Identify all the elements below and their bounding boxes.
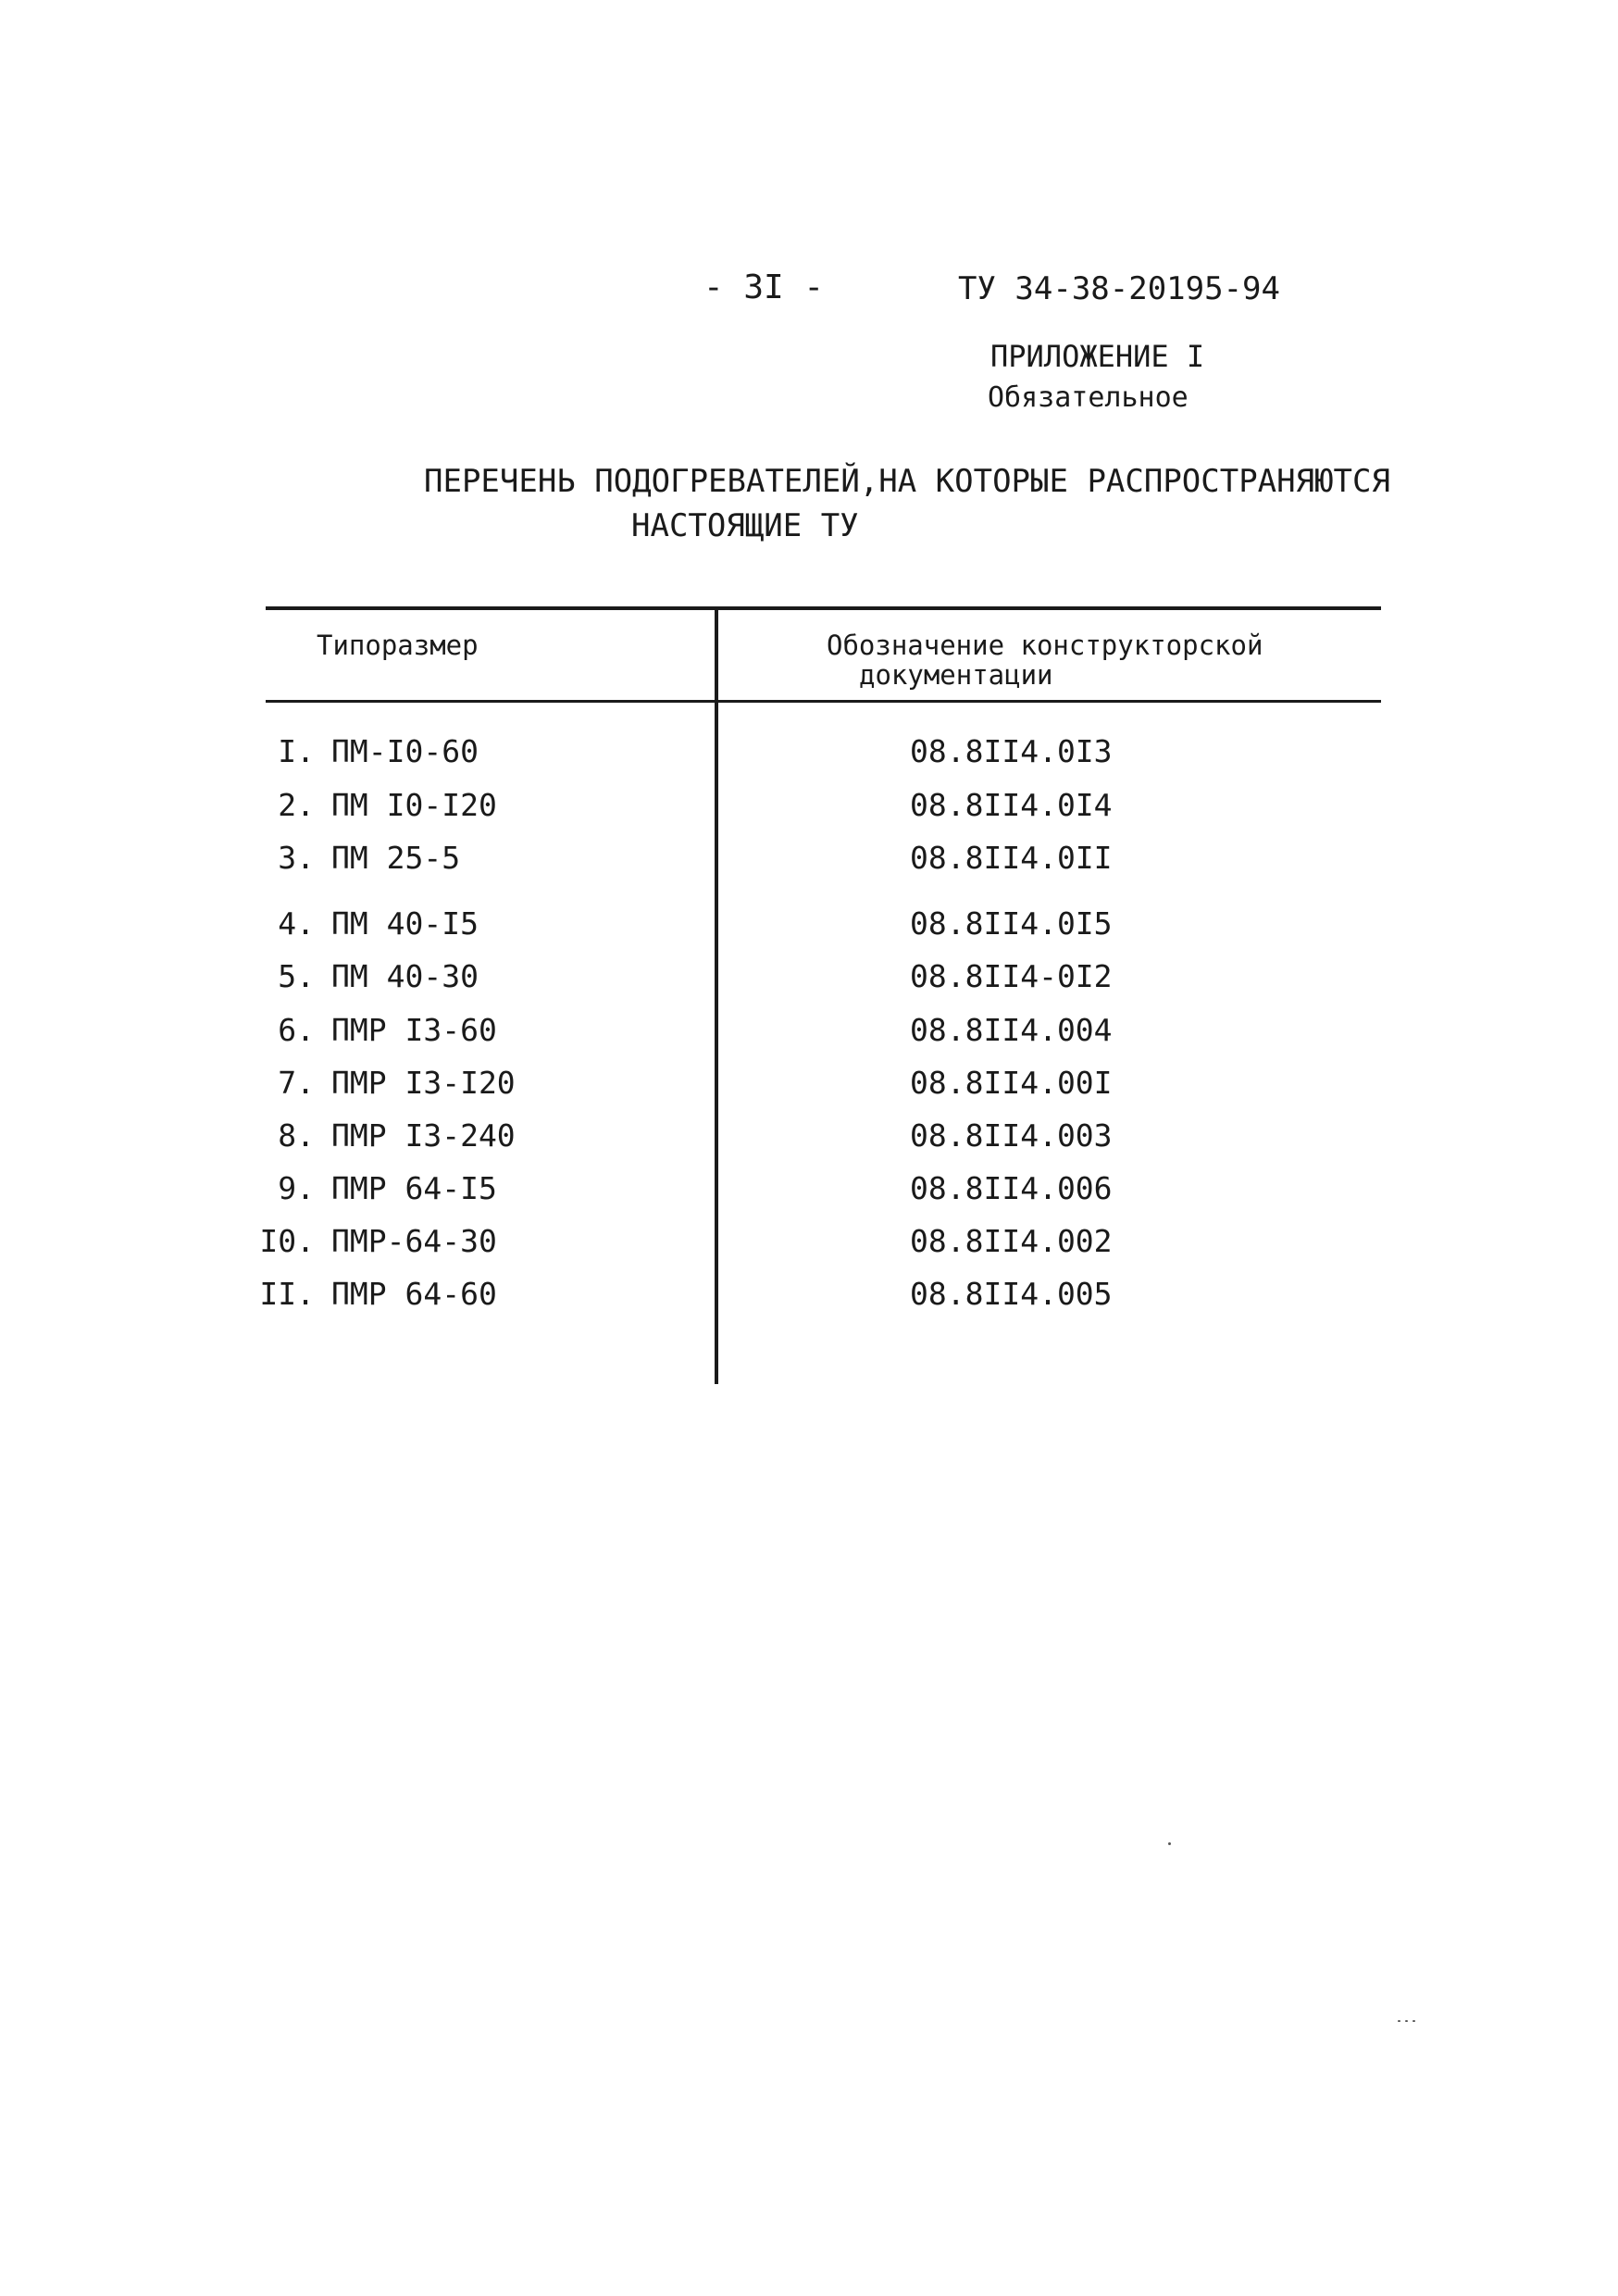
table-top-rule <box>266 606 1381 610</box>
row-type: ПМ 25-5 <box>331 840 461 876</box>
table-row <box>0 1065 1618 1111</box>
table-row <box>0 840 1618 886</box>
scan-speck <box>1413 2020 1415 2022</box>
row-type: ПМР I3-60 <box>331 1012 497 1048</box>
row-number: 4. <box>278 905 315 942</box>
table-row <box>0 1170 1618 1217</box>
row-code: 08.8II4.004 <box>910 1012 1113 1048</box>
appendix-label: ПРИЛОЖЕНИЕ I <box>990 339 1205 374</box>
table-row <box>0 958 1618 1004</box>
table-row <box>0 733 1618 780</box>
row-type: ПМР I3-240 <box>331 1117 516 1154</box>
mandatory-label: Обязательное <box>988 381 1189 414</box>
row-type: ПМР I3-I20 <box>331 1065 516 1101</box>
scan-speck <box>1168 1842 1171 1845</box>
row-number: 3. <box>278 840 315 876</box>
table-header-rule <box>266 700 1381 703</box>
row-code: 08.8II4.0I5 <box>910 905 1113 942</box>
row-code: 08.8II4.005 <box>910 1276 1113 1312</box>
column-header-doc-line-2: документации <box>859 659 1053 691</box>
table-row <box>0 1012 1618 1058</box>
row-code: 08.8II4.0I3 <box>910 733 1113 769</box>
row-code: 08.8II4.003 <box>910 1117 1113 1154</box>
row-number: I. <box>278 733 315 769</box>
row-code: 08.8II4-0I2 <box>910 958 1113 994</box>
table-row <box>0 1117 1618 1164</box>
row-number: 9. <box>278 1170 315 1206</box>
row-code: 08.8II4.006 <box>910 1170 1113 1206</box>
row-number: 8. <box>278 1117 315 1154</box>
document-code: ТУ 34-38-20195-94 <box>958 270 1280 307</box>
table-row <box>0 905 1618 952</box>
row-code: 08.8II4.0II <box>910 840 1113 876</box>
column-header-type: Типоразмер <box>317 630 479 661</box>
row-code: 08.8II4.00I <box>910 1065 1113 1101</box>
row-type: ПМ-I0-60 <box>331 733 479 769</box>
row-number: II. <box>259 1276 315 1312</box>
scan-speck <box>1405 2020 1408 2022</box>
table-row <box>0 1223 1618 1269</box>
column-header-doc-line-1: Обозначение конструкторской <box>827 630 1263 661</box>
page-number: - 3I - <box>703 268 825 306</box>
table-row <box>0 1276 1618 1322</box>
row-type: ПМ I0-I20 <box>331 787 497 823</box>
row-type: ПМ 40-I5 <box>331 905 479 942</box>
row-type: ПМР 64-I5 <box>331 1170 497 1206</box>
row-code: 08.8II4.0I4 <box>910 787 1113 823</box>
row-number: 7. <box>278 1065 315 1101</box>
row-code: 08.8II4.002 <box>910 1223 1113 1259</box>
row-number: 2. <box>278 787 315 823</box>
row-type: ПМР 64-60 <box>331 1276 497 1312</box>
page-title-line-2: НАСТОЯЩИЕ ТУ <box>631 507 859 544</box>
scan-speck <box>1398 2020 1400 2022</box>
page-title-line-1: ПЕРЕЧЕНЬ ПОДОГРЕВАТЕЛЕЙ,НА КОТОРЫЕ РАСПРОСТРАНЯЮТСЯ <box>424 463 1390 500</box>
row-type: ПМ 40-30 <box>331 958 479 994</box>
row-number: 6. <box>278 1012 315 1048</box>
row-number: 5. <box>278 958 315 994</box>
table-row <box>0 787 1618 833</box>
row-number: I0. <box>259 1223 315 1259</box>
row-type: ПМР-64-30 <box>331 1223 497 1259</box>
